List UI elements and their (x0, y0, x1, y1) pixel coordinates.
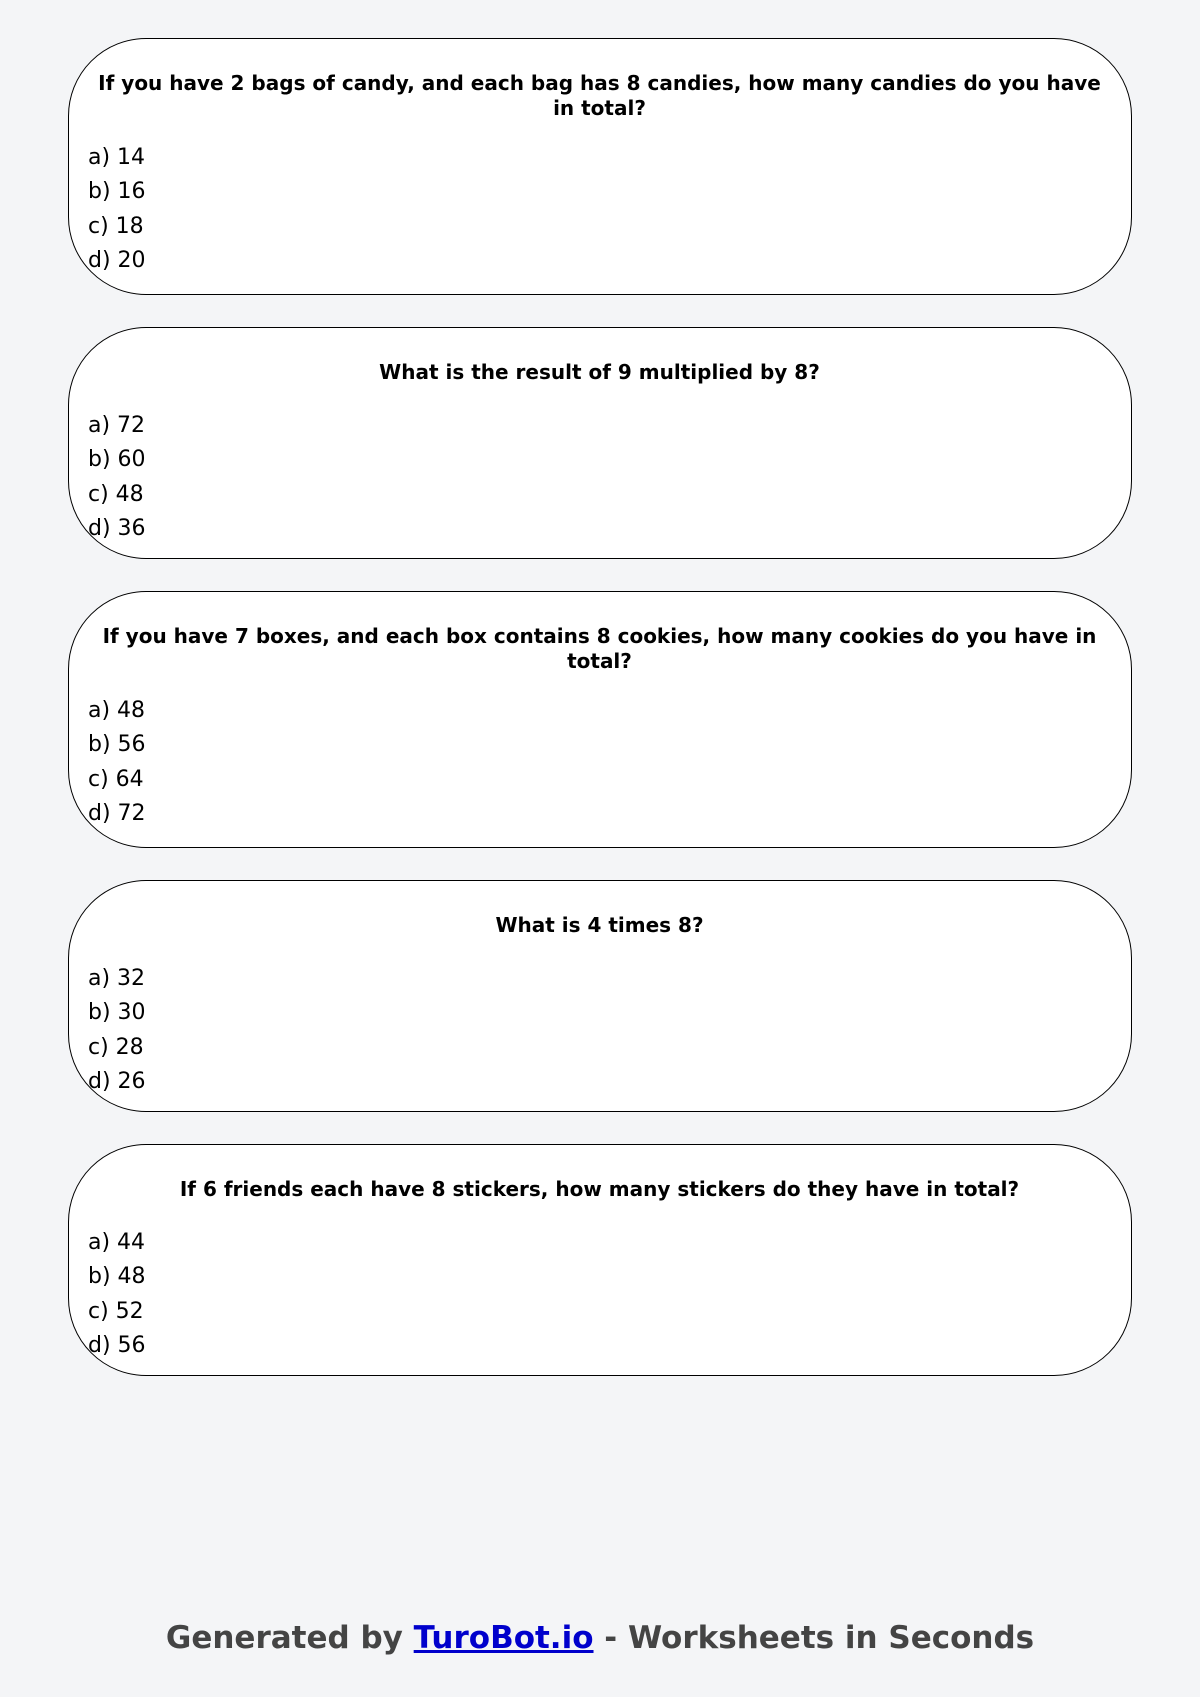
turobot-link[interactable]: TuroBot.io (413, 1620, 594, 1656)
answer-choice-a: a) 14 (88, 145, 146, 170)
answer-choice-b: b) 60 (88, 447, 146, 473)
answer-choice-b: b) 16 (88, 179, 146, 205)
answer-choice-b: b) 56 (88, 732, 146, 758)
answer-choices (88, 962, 1111, 1099)
question-text: What is the result of 9 multiplied by 8? (379, 360, 820, 384)
question-card-3 (68, 591, 1132, 848)
answer-choice-d: d) 36 (88, 515, 146, 541)
answer-choices (88, 694, 1111, 831)
answer-choice-c: c) 48 (88, 481, 144, 507)
answer-choice-a: a) 32 (88, 966, 146, 991)
answer-choice-a: a) 72 (88, 413, 146, 438)
answer-choice-b: b) 30 (88, 1000, 146, 1026)
footer-prefix: Generated by (165, 1620, 414, 1656)
question-text: If 6 friends each have 8 stickers, how many stickers do they have in total? (179, 1177, 1020, 1201)
answer-choice-d: d) 56 (88, 1332, 146, 1358)
answer-choices (88, 409, 1111, 546)
answer-choice-a: a) 48 (88, 698, 146, 723)
answer-choices (88, 1226, 1111, 1363)
question-text: If you have 2 bags of candy, and each bag has 8 candies, how many candies do you have in total? (98, 71, 1101, 120)
question-text: What is 4 times 8? (495, 913, 704, 937)
answer-choices (88, 141, 1111, 278)
footer-credit (0, 1618, 1200, 1658)
question-card-4 (68, 880, 1132, 1112)
question-card-5 (68, 1144, 1132, 1376)
footer-suffix: - Worksheets in Seconds (593, 1620, 1035, 1656)
answer-choice-c: c) 52 (88, 1298, 144, 1324)
question-text: If you have 7 boxes, and each box contains 8 cookies, how many cookies do you have in total? (102, 624, 1097, 673)
answer-choice-d: d) 72 (88, 800, 146, 826)
question-card-1 (68, 38, 1132, 295)
question-card-2 (68, 327, 1132, 559)
answer-choice-c: c) 28 (88, 1034, 144, 1060)
answer-choice-c: c) 64 (88, 766, 144, 792)
answer-choice-d: d) 26 (88, 1068, 146, 1094)
worksheet (68, 38, 1132, 1408)
answer-choice-a: a) 44 (88, 1230, 146, 1255)
answer-choice-d: d) 20 (88, 247, 146, 273)
answer-choice-c: c) 18 (88, 213, 144, 239)
answer-choice-b: b) 48 (88, 1264, 146, 1290)
